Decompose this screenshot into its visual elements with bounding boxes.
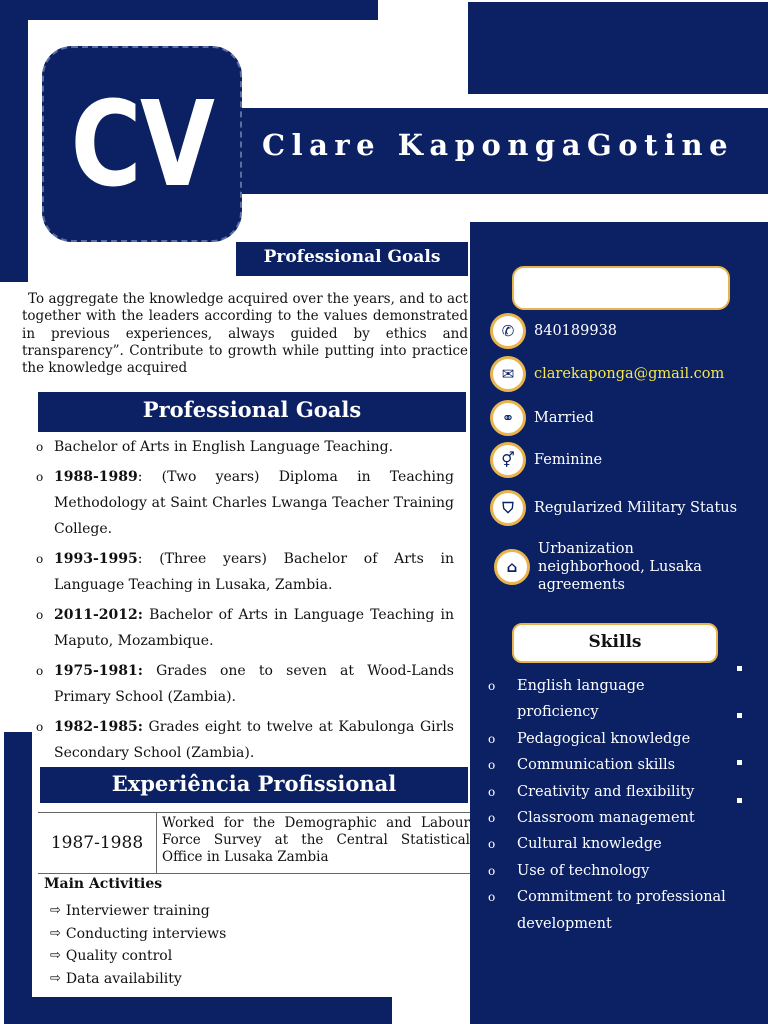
decor-dot [737, 760, 742, 765]
education-list [34, 434, 454, 770]
experience-years: 1987-1988 [38, 813, 157, 873]
section-heading-education: Professional Goals [38, 392, 466, 432]
candidate-name: Clare KapongaGotine [262, 128, 735, 162]
contact-gender-row [490, 442, 602, 478]
contact-email-row [490, 356, 724, 392]
list-item: o 1988-1989: (Two years) Diploma in Teaching Methodology at Saint Charles Lwanga Teacher Training College. [34, 464, 454, 542]
list-item: o Communication skills [488, 752, 728, 778]
contact-address-row [494, 540, 738, 594]
goals-paragraph [22, 291, 468, 377]
marital-status: Married [534, 410, 594, 426]
list-item: o Pedagogical knowledge [488, 726, 728, 752]
list-item: o Cultural knowledge [488, 831, 728, 857]
goals-text: To aggregate the knowledge acquired over the years, and to act together with the leaders according to the values demonstrated in previous experiences, always guided by ethics and transparency”. Contribute to growth while putting into practice the knowledge acquired [22, 291, 468, 377]
skills-heading: Skills [512, 623, 718, 663]
list-item: o Bachelor of Arts in English Language Teaching. [34, 434, 454, 460]
decor-top-right-block [468, 2, 768, 94]
email-link[interactable]: clarekaponga@gmail.com [534, 366, 725, 382]
experience-table [38, 812, 470, 874]
email-icon: ✉ [490, 356, 526, 392]
list-item: ⇨ Quality control [50, 945, 226, 968]
decor-left-strip [0, 20, 28, 282]
gender: Feminine [534, 452, 603, 468]
section-heading-goals: Professional Goals [236, 242, 468, 276]
list-item: o Use of technology [488, 858, 728, 884]
arrow-right-icon: ⇨ [50, 948, 61, 963]
contact-marital-row [490, 400, 594, 436]
skills-list [488, 673, 728, 937]
list-item: ⇨ Interviewer training [50, 900, 226, 923]
decor-bottom-left-strip [4, 732, 32, 1024]
decor-dot [737, 798, 742, 803]
arrow-right-icon: ⇨ [50, 903, 61, 918]
contact-phone-row [490, 313, 617, 349]
phone-icon: ✆ [490, 313, 526, 349]
activities-list [50, 900, 226, 990]
people-icon: ⚭ [490, 400, 526, 436]
experience-description: Worked for the Demographic and Labour Force Survey at the Central Statistical Office in Lusaka Zambia [162, 815, 470, 865]
shield-icon: ⛉ [490, 490, 526, 526]
military-status: Regularized Military Status [534, 500, 738, 516]
address: Urbanization neighborhood, Lusaka agreements [538, 541, 702, 593]
list-item: o 1993-1995: (Three years) Bachelor of Arts in Language Teaching in Lusaka, Zambia. [34, 546, 454, 598]
decor-bottom-bar [4, 997, 392, 1024]
list-item: o 1982-1985: Grades eight to twelve at Kabulonga Girls Secondary School (Zambia). [34, 714, 454, 766]
list-item: ⇨ Data availability [50, 968, 226, 991]
list-item: o 2011-2012: Bachelor of Arts in Language Teaching in Maputo, Mozambique. [34, 602, 454, 654]
arrow-right-icon: ⇨ [50, 925, 61, 941]
gender-icon: ⚥ [490, 442, 526, 478]
decor-top-left-block [0, 0, 378, 20]
decor-dot [737, 666, 742, 671]
contact-header-box [512, 266, 730, 310]
arrow-right-icon: ⇨ [50, 970, 61, 986]
phone-number: 840189938 [534, 323, 618, 339]
list-item: o English language proficiency [488, 673, 728, 726]
contact-military-row [490, 490, 737, 526]
decor-dot [737, 713, 742, 718]
home-icon: ⌂ [494, 549, 530, 585]
list-item: ⇨ Conducting interviews [50, 923, 226, 946]
main-activities-label: Main Activities [44, 876, 163, 892]
cv-logo [42, 46, 242, 242]
section-heading-experience: Experiência Profissional [40, 767, 468, 803]
list-item: o Classroom management [488, 805, 728, 831]
cv-logo-text: CV [70, 75, 214, 213]
list-item: o 1975-1981: Grades one to seven at Wood-Lands Primary School (Zambia). [34, 658, 454, 710]
list-item: o Commitment to professional development [488, 884, 728, 937]
list-item: o Creativity and flexibility [488, 779, 728, 805]
